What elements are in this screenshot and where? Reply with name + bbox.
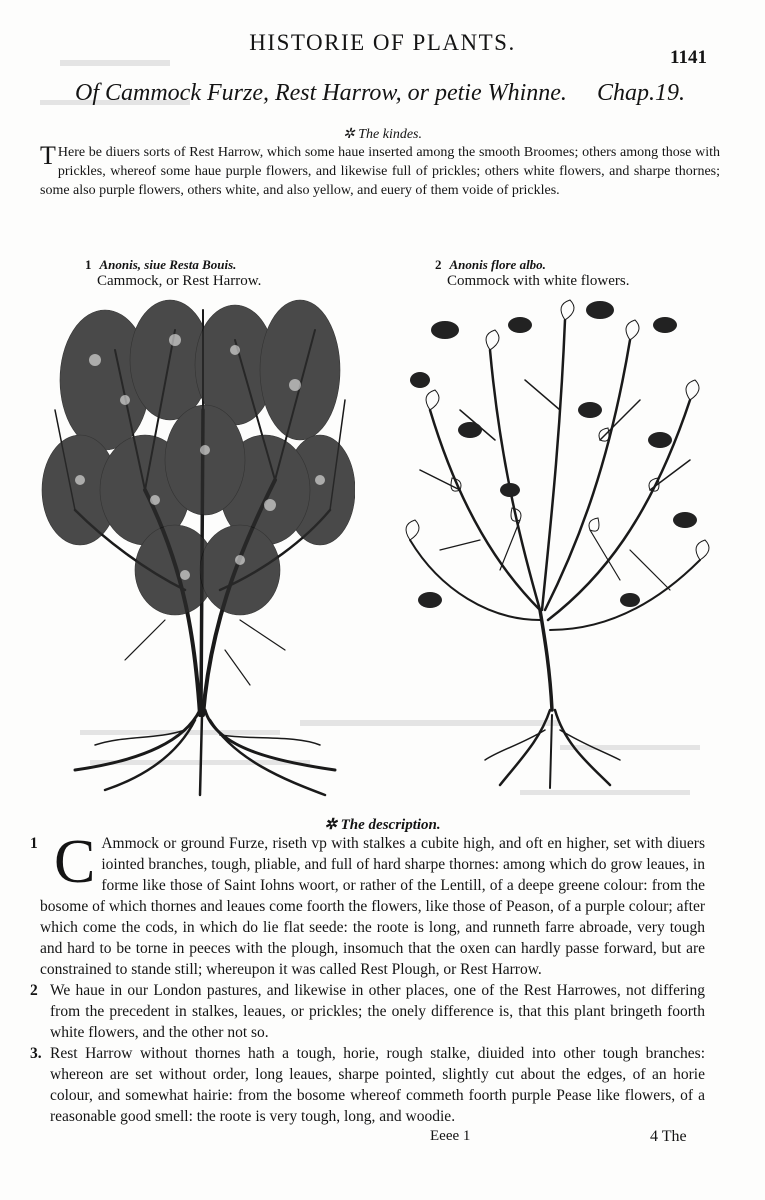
kinds-initial: T xyxy=(40,141,56,170)
kinds-paragraph xyxy=(40,143,720,200)
paragraph-1-number: 1 xyxy=(30,835,38,852)
catchword: 4 The xyxy=(650,1128,687,1145)
description-paragraph-3 xyxy=(30,1043,705,1127)
kinds-heading: ✲ The kindes. xyxy=(343,127,422,142)
signature-mark: Eeee 1 xyxy=(430,1128,471,1144)
figure-2-latin: Anonis flore albo. xyxy=(449,257,546,272)
figure-1-number: 1 xyxy=(85,257,92,272)
cammock-woodcut-illustration xyxy=(35,290,355,800)
figure-2-english: Commock with white flowers. xyxy=(447,273,630,289)
figure-2-caption xyxy=(435,256,629,290)
kinds-body: Here be diuers sorts of Rest Harrow, which some haue inserted among the smooth Broomes; others among those with prickles, whereof some haue purple flowers, and likewise full of prickles; others white flowers, and sharpe thornes; some also purple flowers, others white, and also yellow, and euery of them voide of prickles. xyxy=(40,145,720,198)
description-paragraph-1 xyxy=(30,828,705,980)
figure-1-caption xyxy=(85,256,261,290)
running-head: HISTORIE OF PLANTS. xyxy=(249,30,516,55)
chapter-title xyxy=(75,80,685,107)
paragraph-3-text: Rest Harrow without thornes hath a tough, horie, rough stalke, diuided into other tough branches: whereon are set without order, long leaues, sharpe pointed, slightly cut about the edges, of an horie colour, and somewhat hairie: from the bosome whereof commeth foorth purple Pease like flowers, of a reasonable good smell: the roote is very tough, long, and woodie. xyxy=(50,1045,705,1125)
paragraph-3-number: 3. xyxy=(30,1045,42,1062)
paragraph-1-initial: C xyxy=(54,828,96,896)
page-number: 1141 xyxy=(670,47,707,68)
description-body xyxy=(30,828,705,1127)
figure-1-latin: Anonis, siue Resta Bouis. xyxy=(99,257,237,272)
chapter-number: Chap.19. xyxy=(596,80,685,106)
white-cammock-woodcut-illustration xyxy=(400,290,715,790)
description-paragraph-2 xyxy=(30,980,705,1043)
paragraph-1-text: Ammock or ground Furze, riseth vp with stalkes a cubite high, and oft en higher, set with diuers iointed branches, tough, pliable, and full of hard sharpe thornes: among which do grow leaues, in forme like those of Saint Iohns woort, or rather of the Lentill, of a deepe greene colour: from the bosome of which thornes and leaues come foorth the flowers, like those of Peason, of a purple colour; after which come the cods, in which do lie flat seede: the roote is long, and runneth farre abroade, very tough and hard to be torne in peeces with the plough, insomuch that the oxen can hardly passe forward, but are constrained to stande still; whereupon it was called Rest Plough, or Rest Harrow. xyxy=(40,835,705,978)
figure-2-number: 2 xyxy=(435,257,442,272)
description-heading: ✲ The description. xyxy=(324,817,441,833)
chapter-title-text: Of Cammock Furze, Rest Harrow, or petie Whinne. xyxy=(75,80,567,106)
figure-1-english: Cammock, or Rest Harrow. xyxy=(97,273,262,289)
paragraph-2-number: 2 xyxy=(30,982,38,999)
paragraph-2-text: We haue in our London pastures, and likewise in other places, one of the Rest Harrowes, not differing from the precedent in stalkes, leaues, or prickles; the onely difference is, that this plant bringeth foorth white flowers, and the other not so. xyxy=(50,982,705,1041)
